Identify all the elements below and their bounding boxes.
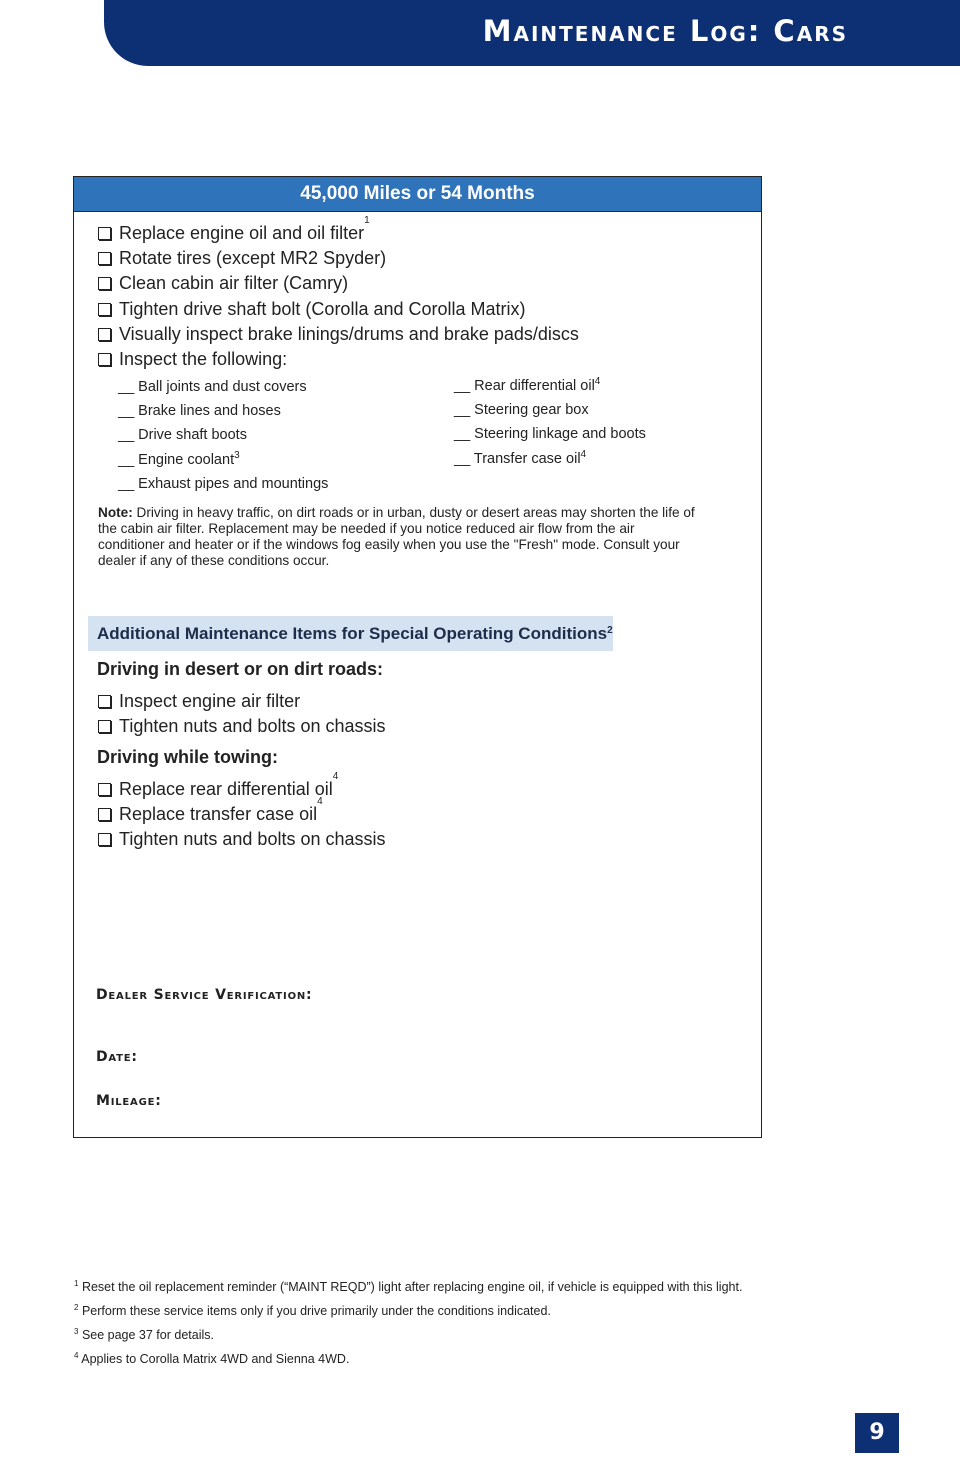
checkbox-icon[interactable] — [98, 227, 111, 240]
page-title: Maintenance Log: Cars — [482, 14, 848, 48]
inspection-item: __ Rear differential oil$^4$ — [454, 376, 601, 394]
footnote: $^3$ See page 37 for details. — [74, 1327, 214, 1342]
special-conditions-bar — [88, 616, 613, 651]
inspection-list-left — [118, 375, 328, 496]
checkbox-icon[interactable] — [98, 833, 111, 846]
task-label: Visually inspect brake linings/drums and brake pads/discs — [119, 323, 579, 344]
note-text: Driving in heavy traffic, on dirt roads or in urban, dusty or desert areas may shorten the life of the cabin air filter. Replacement may be needed if you notice reduced air flow from the air conditioner and heater or if the windows fog easily when you use the "Fresh" mode. Consult your dealer if any of these conditions occur. — [98, 505, 695, 568]
checkbox-icon[interactable] — [98, 252, 111, 265]
footnote: $^4$ Applies to Corolla Matrix 4WD and Sienna 4WD. — [74, 1351, 350, 1366]
footnote-ref: 3 — [234, 449, 240, 461]
task-item — [98, 297, 579, 322]
footnote-ref: 4 — [580, 448, 587, 460]
towing-heading: Driving while towing: — [97, 747, 278, 767]
inspection-item: __ Steering linkage and boots — [454, 426, 646, 443]
inspection-item: __ Steering gear box — [454, 402, 589, 419]
task-label: Inspect the following: — [119, 349, 288, 370]
towing-task-list — [98, 771, 386, 853]
desert-heading: Driving in desert or on dirt roads: — [97, 659, 384, 679]
task-label: Replace transfer case oil — [119, 804, 318, 825]
maintenance-log-box — [73, 176, 762, 1138]
footnote: $^2$ Perform these service items only if you drive primarily under the conditions indicated. — [74, 1303, 551, 1318]
task-item — [98, 689, 386, 714]
checkbox-icon[interactable] — [98, 277, 111, 290]
inspection-item: __ Brake lines and hoses — [118, 403, 281, 420]
interval-title: 45,000 Miles or 54 Months — [74, 177, 761, 212]
inspection-item: __ Exhaust pipes and mountings — [118, 475, 329, 492]
checkbox-icon[interactable] — [98, 695, 111, 708]
header-band — [104, 0, 960, 66]
task-label: Replace rear differential oil — [119, 779, 333, 799]
checkbox-icon[interactable] — [98, 783, 111, 796]
footnote-ref: 2 — [607, 625, 613, 636]
checkbox-icon[interactable] — [98, 328, 111, 341]
inspection-item: __ Drive shaft boots — [118, 427, 247, 444]
footnote: $^1$ Reset the oil replacement reminder (“MAINT REQD”) light after replacing engine oil, if vehicle is equipped with this light. — [74, 1279, 743, 1294]
inspection-list-right — [454, 374, 646, 471]
task-item — [98, 271, 579, 296]
task-item — [98, 322, 579, 347]
task-list — [98, 215, 579, 372]
checkbox-icon[interactable] — [98, 303, 111, 316]
task-label: Clean cabin air filter (Camry) — [119, 273, 349, 294]
note-paragraph — [98, 505, 698, 569]
task-label: Rotate tires (except MR2 Spyder) — [119, 248, 387, 269]
page-number: 9 — [855, 1413, 899, 1453]
footnote-ref: 4 — [594, 376, 601, 387]
inspection-item: __ Transfer case oil$^4$ — [454, 448, 587, 467]
special-conditions-title: Additional Maintenance Items for Special Operating Conditions$^2$ — [97, 624, 613, 643]
task-item — [98, 246, 579, 271]
task-item — [98, 347, 579, 372]
mileage-label: Mileage: — [96, 1093, 162, 1109]
task-label: Tighten drive shaft bolt (Corolla and Corolla Matrix) — [119, 298, 526, 319]
date-label: Date: — [96, 1049, 138, 1065]
task-label: Tighten nuts and bolts on chassis — [119, 716, 386, 737]
checkbox-icon[interactable] — [98, 808, 111, 821]
task-label: Tighten nuts and bolts on chassis — [119, 829, 386, 850]
inspection-item: __ Ball joints and dust covers — [118, 379, 307, 395]
task-item — [98, 827, 386, 852]
desert-task-list — [98, 689, 386, 739]
task-label: Inspect engine air filter — [119, 691, 301, 711]
task-item: Replace engine oil and oil filter 1 — [98, 221, 579, 246]
inspection-item: __ Engine coolant$^3$ — [118, 449, 240, 468]
footnotes — [74, 1275, 742, 1371]
task-item — [98, 714, 386, 739]
note-label: Note: — [98, 505, 133, 520]
checkbox-icon[interactable] — [98, 720, 111, 733]
task-label: Replace engine oil and oil filter — [119, 223, 365, 243]
dealer-verification-label: Dealer Service Verification: — [96, 987, 313, 1003]
checkbox-icon[interactable] — [98, 353, 111, 366]
task-item: Replace rear differential oil 4 — [98, 777, 386, 802]
task-item: Replace transfer case oil 4 — [98, 802, 386, 827]
